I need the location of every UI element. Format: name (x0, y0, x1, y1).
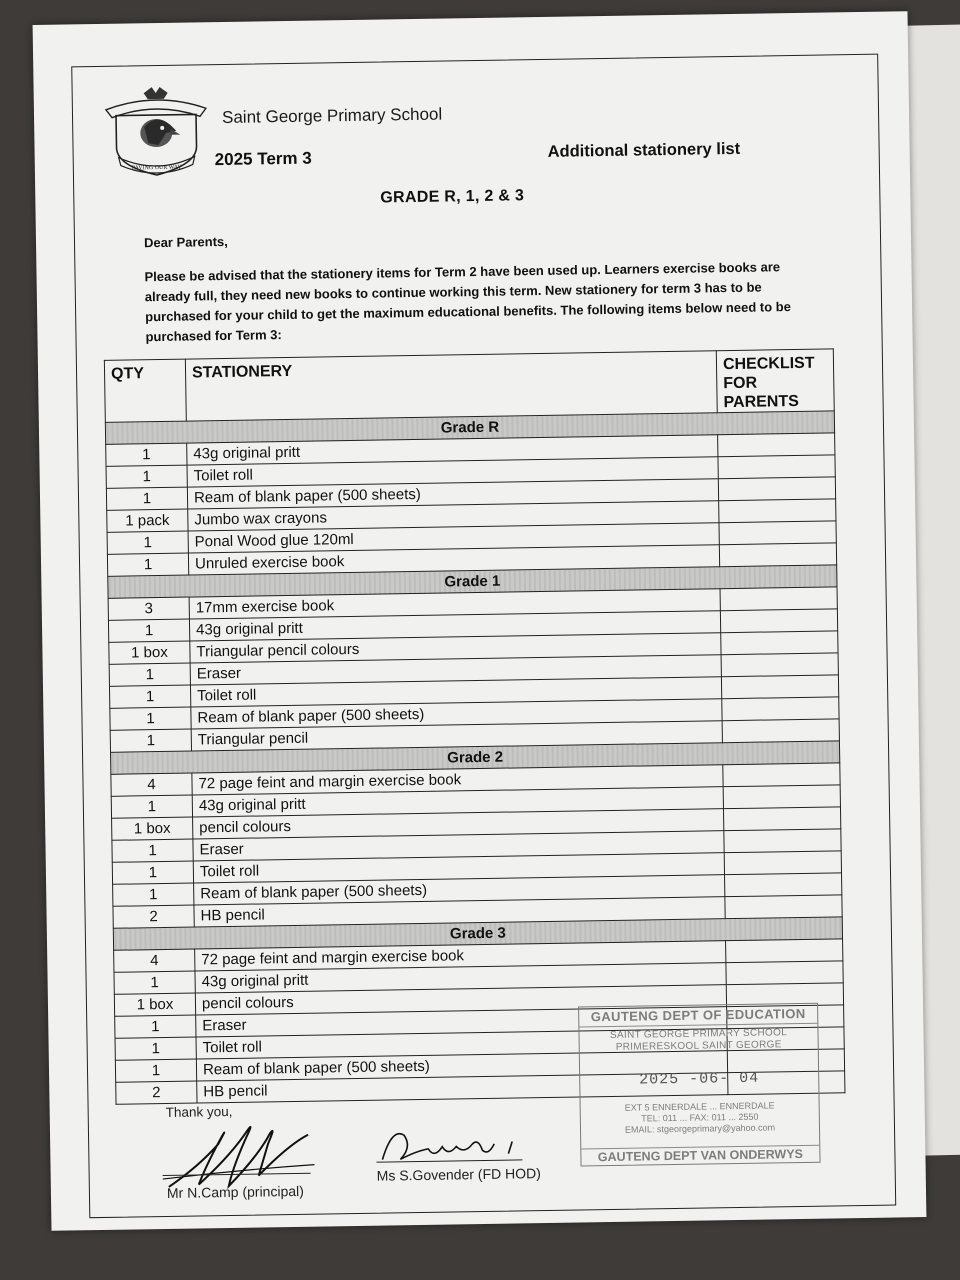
checklist-cell (725, 873, 842, 897)
hod-signature (372, 1119, 533, 1172)
thank-you: Thank you, (165, 1103, 233, 1120)
crest-motto: PAVING OUR WAY (131, 164, 182, 172)
item-cell: Ream of blank paper (500 sheets) (196, 1051, 727, 1081)
notice-paragraph: Please be advised that the stationery items for Term 2 have been used up. Learners exercise books are already full, they need new books to continue working this term. New stationery for term 3 has to be purchased for your child to get the maximum educational benefits. The following items below need to be purchased for Term 3: (144, 259, 791, 345)
checklist-cell (721, 675, 838, 699)
school-name: Saint George Primary School (221, 104, 443, 127)
qty-cell: 1 (110, 729, 191, 752)
item-cell: Ream of blank paper (500 sheets) (191, 699, 722, 729)
item-cell: HB pencil (197, 1073, 728, 1103)
checklist-cell (723, 785, 840, 809)
qty-cell: 1 pack (107, 509, 188, 532)
checklist-cell (718, 433, 835, 457)
qty-cell: 1 (115, 1037, 196, 1060)
checklist-cell (724, 829, 841, 853)
grade-label: Grade 3 (113, 917, 842, 950)
checklist-cell (726, 961, 843, 985)
checklist-cell (721, 653, 838, 677)
greeting: Dear Parents, (143, 233, 228, 251)
checklist-cell (723, 807, 840, 831)
item-cell: Triangular pencil colours (190, 633, 721, 663)
item-cell: 17mm exercise book (189, 589, 720, 619)
stamp-school-line1: SAINT GEORGE PRIMARY SCHOOL (609, 1027, 788, 1042)
item-cell: Toilet roll (193, 853, 724, 883)
item-cell: Triangular pencil (191, 721, 722, 751)
table-header-row (104, 349, 834, 422)
stationery-letter (33, 11, 927, 1231)
qty-cell: 4 (114, 949, 195, 972)
item-cell: 72 page feint and margin exercise book (195, 941, 726, 971)
qty-cell: 1 (106, 443, 187, 466)
checklist-cell (718, 455, 835, 479)
checklist-cell (719, 543, 836, 567)
item-cell: Ream of blank paper (500 sheets) (187, 479, 718, 509)
qty-cell: 1 (115, 1015, 196, 1038)
qty-cell: 1 (107, 553, 188, 576)
qty-cell: 1 (112, 839, 193, 862)
qty-cell: 1 (110, 707, 191, 730)
grade-label: Grade R (105, 411, 834, 444)
checklist-cell (719, 499, 836, 523)
grade-label: Grade 1 (108, 565, 837, 598)
qty-cell: 1 (107, 531, 188, 554)
checklist-cell (724, 851, 841, 875)
qty-cell: 1 (106, 465, 187, 488)
checklist-cell (725, 895, 842, 919)
qty-cell: 1 (108, 619, 189, 642)
qty-header: QTY (104, 359, 186, 422)
qty-cell: 1 (114, 971, 195, 994)
grade-label: Grade 2 (111, 741, 840, 774)
stamp-address: EXT 5 ENNERDALE ... ENNERDALE (624, 1100, 775, 1113)
qty-cell: 1 (106, 487, 187, 510)
item-cell: Toilet roll (196, 1029, 727, 1059)
qty-cell: 1 box (109, 641, 190, 664)
list-title: Additional stationery list (547, 139, 741, 161)
grades-heading: GRADE R, 1, 2 & 3 (380, 187, 525, 207)
qty-cell: 1 (109, 685, 190, 708)
stationery-table (104, 348, 846, 1104)
qty-cell: 1 (111, 795, 192, 818)
term-heading: 2025 Term 3 (214, 148, 312, 170)
qty-cell: 1 box (114, 993, 195, 1016)
hod-name: Ms S.Govender (FD HOD) (376, 1165, 541, 1184)
item-cell: pencil colours (195, 985, 726, 1015)
checklist-cell (720, 587, 837, 611)
checklist-cell (723, 763, 840, 787)
item-cell: HB pencil (194, 897, 725, 927)
item-cell: Eraser (193, 831, 724, 861)
item-cell: Eraser (190, 655, 721, 685)
stamp-top-line: GAUTENG DEPT OF EDUCATION (579, 1004, 817, 1028)
checklist-cell (726, 939, 843, 963)
school-crest-logo (96, 84, 217, 178)
stationery-header: STATIONERY (185, 351, 717, 421)
qty-cell: 4 (111, 773, 192, 796)
stamp-contact (581, 1100, 819, 1137)
qty-cell: 1 (109, 663, 190, 686)
item-cell: Jumbo wax crayons (188, 501, 719, 531)
item-cell: Toilet roll (190, 677, 721, 707)
item-cell: 43g original pritt (189, 611, 720, 641)
stamp-phone: TEL: 011 ... FAX: 011 ... 2550 (641, 1111, 759, 1124)
item-cell: Ponal Wood glue 120ml (188, 523, 719, 553)
qty-cell: 1 (115, 1059, 196, 1082)
checklist-cell (721, 631, 838, 655)
item-cell: Eraser (196, 1007, 727, 1037)
item-cell: 43g original pritt (187, 435, 718, 465)
item-cell: Ream of blank paper (500 sheets) (194, 875, 725, 905)
checklist-cell (722, 697, 839, 721)
item-cell: 72 page feint and margin exercise book (192, 765, 723, 795)
stamp-email: EMAIL: stgeorgeprimary@yahoo.com (624, 1122, 776, 1135)
item-cell: 43g original pritt (192, 787, 723, 817)
checklist-cell (720, 609, 837, 633)
education-dept-stamp (578, 1003, 820, 1167)
item-cell: 43g original pritt (195, 963, 726, 993)
qty-cell: 1 (112, 861, 193, 884)
checklist-cell (719, 521, 836, 545)
checklist-header-line1: CHECKLIST (722, 354, 815, 374)
item-cell: Toilet roll (187, 457, 718, 487)
qty-cell: 3 (108, 597, 189, 620)
qty-cell: 1 (113, 883, 194, 906)
checklist-cell (722, 719, 839, 743)
stamp-school (579, 1027, 817, 1055)
stamp-school-line2: PRIMERESKOOL SAINT GEORGE (615, 1039, 782, 1053)
checklist-header (716, 349, 834, 413)
qty-cell: 1 box (112, 817, 193, 840)
item-cell: pencil colours (193, 809, 724, 839)
item-cell: Unruled exercise book (188, 545, 719, 575)
qty-cell: 2 (116, 1081, 197, 1104)
checklist-cell (718, 477, 835, 501)
table-body (105, 411, 845, 1104)
qty-cell: 2 (113, 905, 194, 928)
checklist-header-line2: FOR PARENTS (723, 374, 799, 412)
stamp-bottom-line: GAUTENG DEPT VAN ONDERWYS (581, 1145, 819, 1166)
principal-name: Mr N.Camp (principal) (166, 1182, 304, 1201)
stamp-date: 2025 -06- 04 (639, 1069, 760, 1089)
